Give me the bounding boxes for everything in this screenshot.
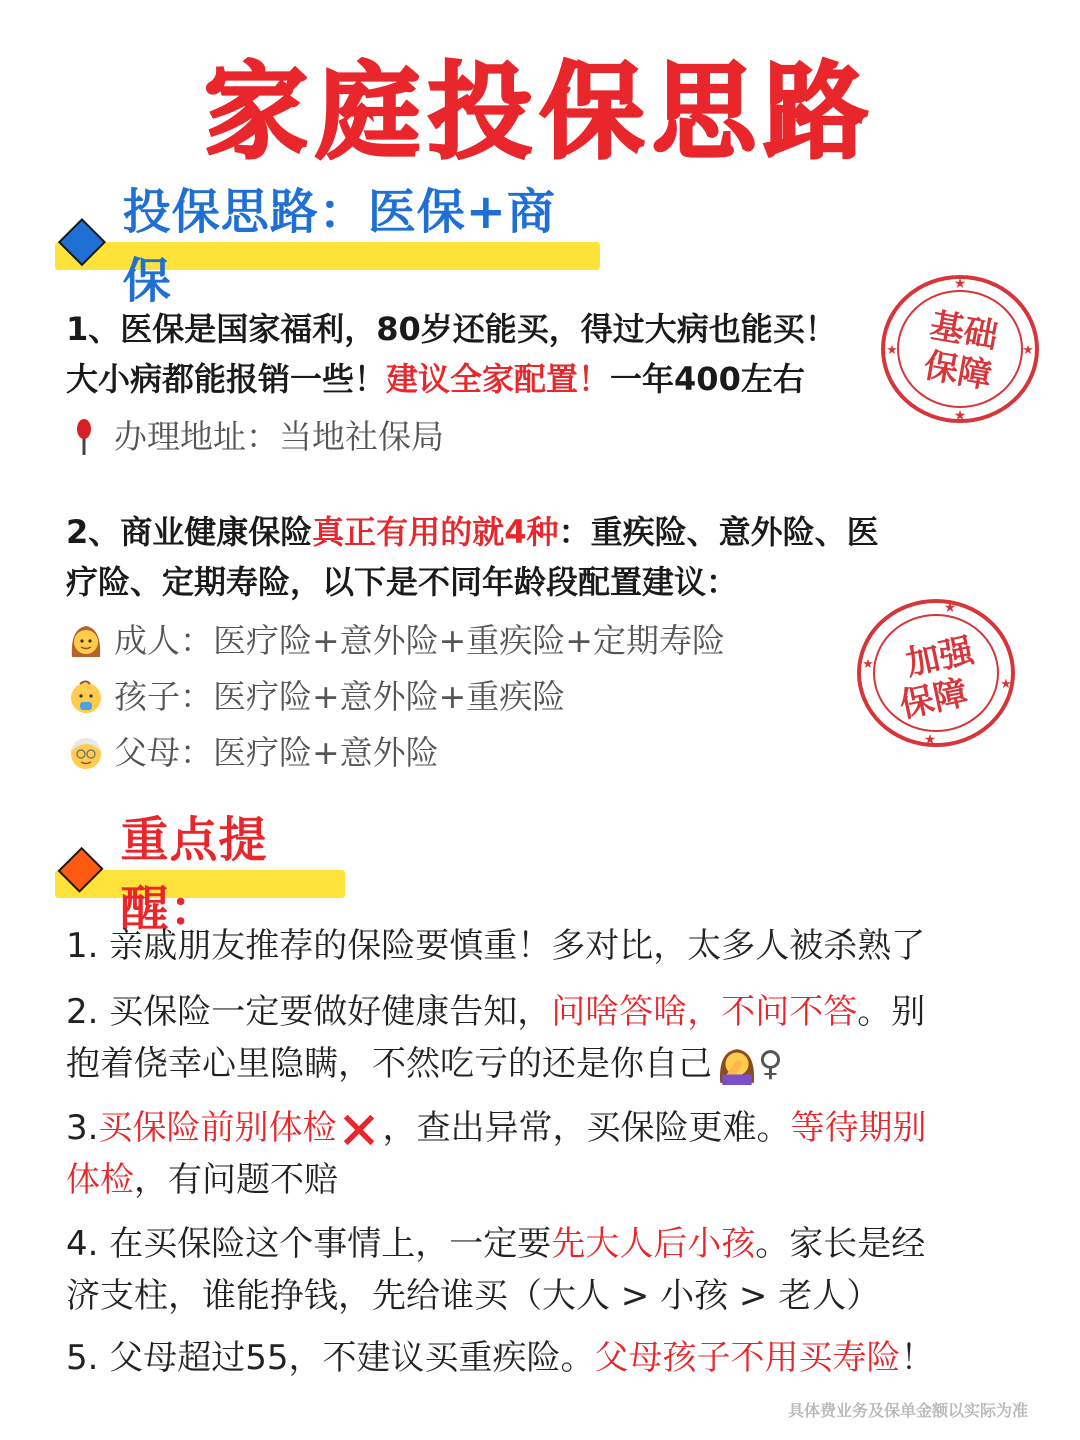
facepalm-emoji-icon xyxy=(716,1043,758,1085)
stamp1-top-text: 基础 xyxy=(926,305,1001,357)
tip4-line2: 济支柱，谁能挣钱，先给谁买（大人 > 小孩 > 老人） xyxy=(66,1276,881,1316)
footer-disclaimer: 具体费业务及保单金额以实际为准 xyxy=(787,1401,1028,1420)
row-label: 父母： xyxy=(114,733,213,772)
tip3-highlight-2: 等待期别 xyxy=(790,1108,927,1148)
row-value: 医疗险+意外险 xyxy=(213,733,439,772)
stamp2-bottom-text: 保障 xyxy=(896,672,972,726)
p1-line1: 1、医保是国家福利，80岁还能买，得过大病也能买！ xyxy=(66,310,837,348)
tip3-text-a: 3. xyxy=(66,1108,99,1148)
tip2-text-a: 2. 买保险一定要做好健康告知， xyxy=(66,992,552,1032)
p1-line2 xyxy=(66,354,837,404)
section-heading-reminders xyxy=(55,812,345,937)
tip5-text-c: ！ xyxy=(900,1338,935,1378)
row-adult xyxy=(66,616,725,666)
tip4-highlight: 先大人后小孩 xyxy=(551,1224,756,1264)
woman-emoji-icon xyxy=(66,621,106,661)
row-child xyxy=(66,672,565,722)
p2-text-a: 2、商业健康保险 xyxy=(66,513,313,551)
tip3-highlight-3: 体检 xyxy=(66,1160,134,1200)
address-line xyxy=(66,412,444,462)
page-title: 家庭投保思路 xyxy=(203,51,876,173)
tip3-text-c: ，查出异常，买保险更难。 xyxy=(382,1108,791,1148)
p1-text-a: 大小病都能报销一些！ xyxy=(66,360,387,398)
tip-5 xyxy=(66,1332,996,1384)
tip3-text-f: ，有问题不赔 xyxy=(134,1160,338,1200)
row-label: 成人： xyxy=(114,621,213,660)
svg-text:★: ★ xyxy=(862,657,874,672)
p1-text-c: 一年400左右 xyxy=(610,360,805,398)
p2-text-c: ：重疾险、意外险、医 xyxy=(558,513,879,551)
tip-2 xyxy=(66,986,996,1090)
p2-line1 xyxy=(66,507,879,557)
svg-text:★: ★ xyxy=(953,276,967,292)
row-value: 医疗险+意外险+重疾险 xyxy=(213,677,566,716)
tip4-text-c: 。家长是经 xyxy=(755,1224,926,1264)
tip2-highlight: 问啥答啥，不问不答 xyxy=(551,992,858,1032)
baby-emoji-icon xyxy=(66,677,106,717)
tip4-text-a: 4. 在买保险这个事情上，一定要 xyxy=(66,1224,552,1264)
pushpin-icon xyxy=(66,417,106,457)
cross-mark-icon xyxy=(340,1109,378,1147)
female-sign-icon: ♀ xyxy=(758,1044,783,1084)
address-text: 办理地址：当地社保局 xyxy=(114,417,444,456)
p1-highlight: 建议全家配置！ xyxy=(386,360,611,398)
section-heading-plan xyxy=(55,184,600,309)
section-heading-text: 重点提醒： xyxy=(120,812,268,937)
tip1-text: 1. 亲戚朋友推荐的保险要慎重！多对比，太多人被杀熟了 xyxy=(66,926,926,966)
tip2-text-c: 。别 xyxy=(857,992,926,1032)
stamp-enhanced-coverage xyxy=(856,598,1016,748)
row-parents xyxy=(66,728,439,778)
svg-text:★: ★ xyxy=(1022,343,1034,358)
svg-text:★: ★ xyxy=(886,343,898,358)
paragraph-medical-insurance xyxy=(66,304,837,404)
paragraph-commercial-insurance xyxy=(66,507,879,607)
tip-4 xyxy=(66,1218,996,1322)
tip-1 xyxy=(66,920,996,972)
p2-line2: 疗险、定期寿险，以下是不同年龄段配置建议： xyxy=(66,563,739,601)
svg-text:★: ★ xyxy=(943,600,957,616)
tip2-line2: 抱着侥幸心里隐瞒，不然吃亏的还是你自己 xyxy=(66,1044,712,1084)
tip-3 xyxy=(66,1102,996,1206)
tip5-highlight: 父母孩子不用买寿险 xyxy=(594,1338,901,1378)
tip5-text-a: 5. 父母超过55，不建议买重疾险。 xyxy=(66,1338,595,1378)
stamp2-top-text: 加强 xyxy=(902,630,978,684)
section-heading-text: 投保思路：医保+商保 xyxy=(122,184,556,309)
p2-highlight: 真正有用的就4种 xyxy=(312,513,559,551)
stamp1-bottom-text: 保障 xyxy=(920,345,995,397)
stamp-basic-coverage xyxy=(880,274,1040,424)
svg-text:★: ★ xyxy=(923,732,937,748)
tip3-highlight-1: 买保险前别体检 xyxy=(98,1108,337,1148)
svg-text:★: ★ xyxy=(1000,677,1012,692)
row-label: 孩子： xyxy=(114,677,213,716)
older-person-emoji-icon xyxy=(66,733,106,773)
row-value: 医疗险+意外险+重疾险+定期寿险 xyxy=(213,621,725,660)
svg-text:★: ★ xyxy=(953,408,967,424)
